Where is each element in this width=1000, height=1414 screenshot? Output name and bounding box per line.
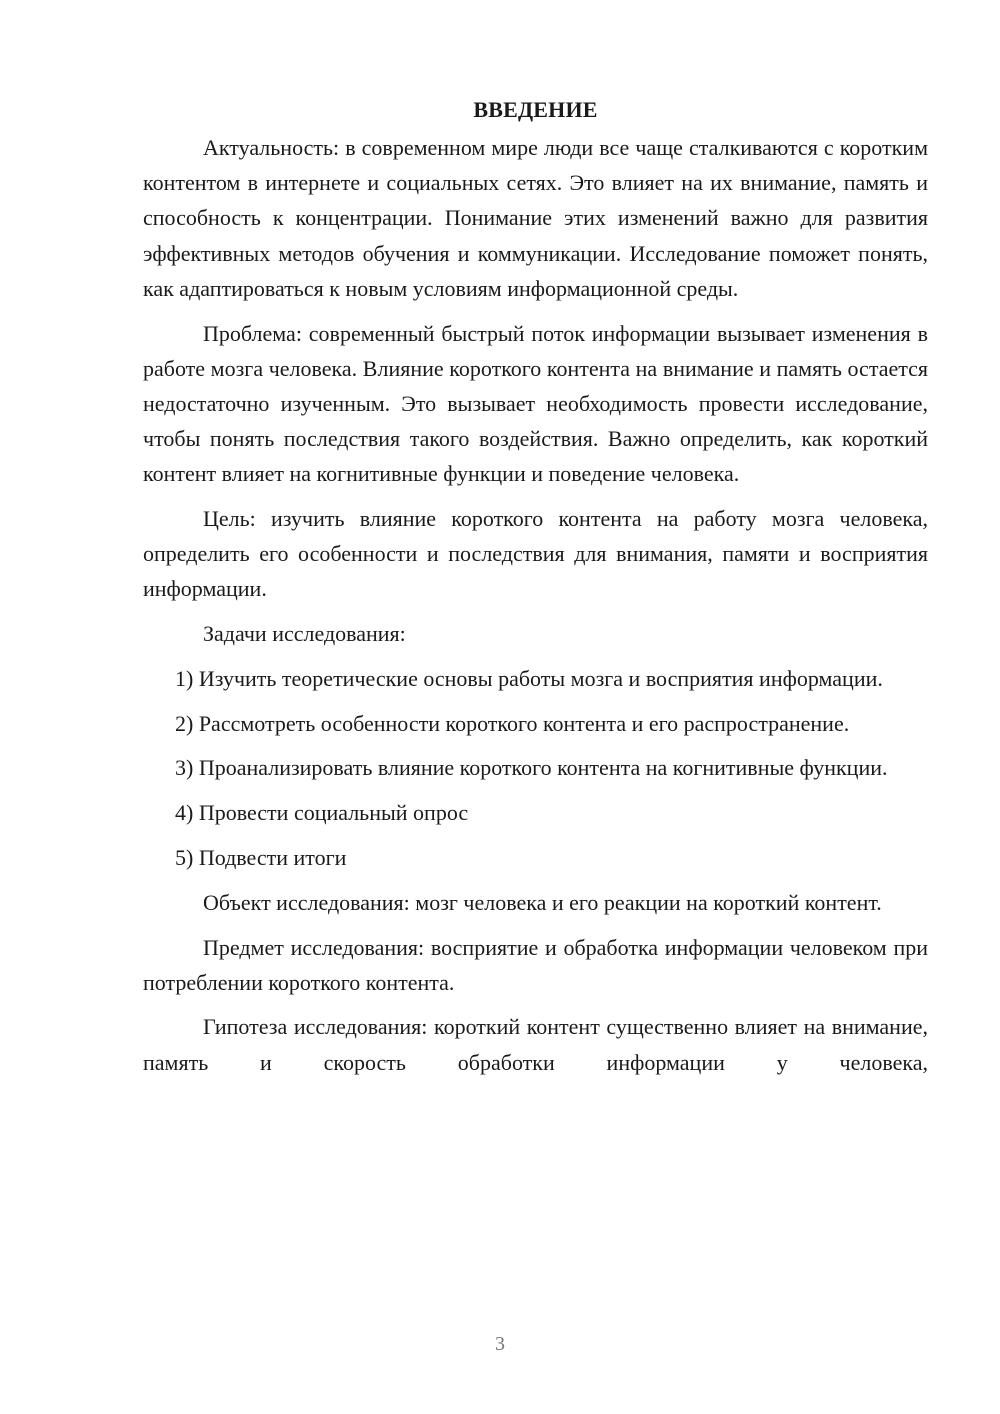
task-item: 5) Подвести итоги xyxy=(175,845,347,871)
task-item: 4) Провести социальный опрос xyxy=(175,800,469,826)
problem-paragraph: Проблема: современный быстрый поток информации вызывает изменения в работе мозга человека. Влияние короткого контента на внимание и память остается недостаточно изученным. Это вызывает необходимость провести исследование, чтобы понять последствия такого воздействия. Важно определить, как короткий контент влияет на когнитивные функции и поведение человека. xyxy=(143,320,928,487)
goal-paragraph: Цель: изучить влияние короткого контента на работу мозга человека, определить его особенности и последствия для внимания, памяти и восприятия информации. xyxy=(143,506,928,602)
document-page xyxy=(143,92,928,1089)
task-item: 1) Изучить теоретические основы работы мозга и восприятия информации. xyxy=(175,665,883,691)
task-item: 3) Проанализировать влияние короткого контента на когнитивные функции. xyxy=(175,755,888,781)
tasks-heading: Задачи исследования: xyxy=(203,621,406,647)
object-paragraph: Объект исследования: мозг человека и его реакции на короткий контент. xyxy=(203,889,882,915)
relevance-paragraph: Актуальность: в современном мире люди все чаще сталкиваются с коротким контентом в интернете и социальных сетях. Это влияет на их внимание, память и способность к концентрации. Понимание этих изменений важно для развития эффективных методов обучения и коммуникации. Исследование поможет понять, как адаптироваться к новым условиям информационной среды. xyxy=(143,135,928,301)
section-title: ВВЕДЕНИЕ xyxy=(473,97,598,122)
hypothesis-paragraph: Гипотеза исследования: короткий контент существенно влияет на внимание, память и скорость обработки информации у человека, xyxy=(143,1014,928,1075)
subject-paragraph: Предмет исследования: восприятие и обработка информации человеком при потреблении короткого контента. xyxy=(143,934,928,995)
page-number: 3 xyxy=(495,1333,505,1355)
task-item: 2) Рассмотреть особенности короткого контента и его распространение. xyxy=(175,710,850,736)
